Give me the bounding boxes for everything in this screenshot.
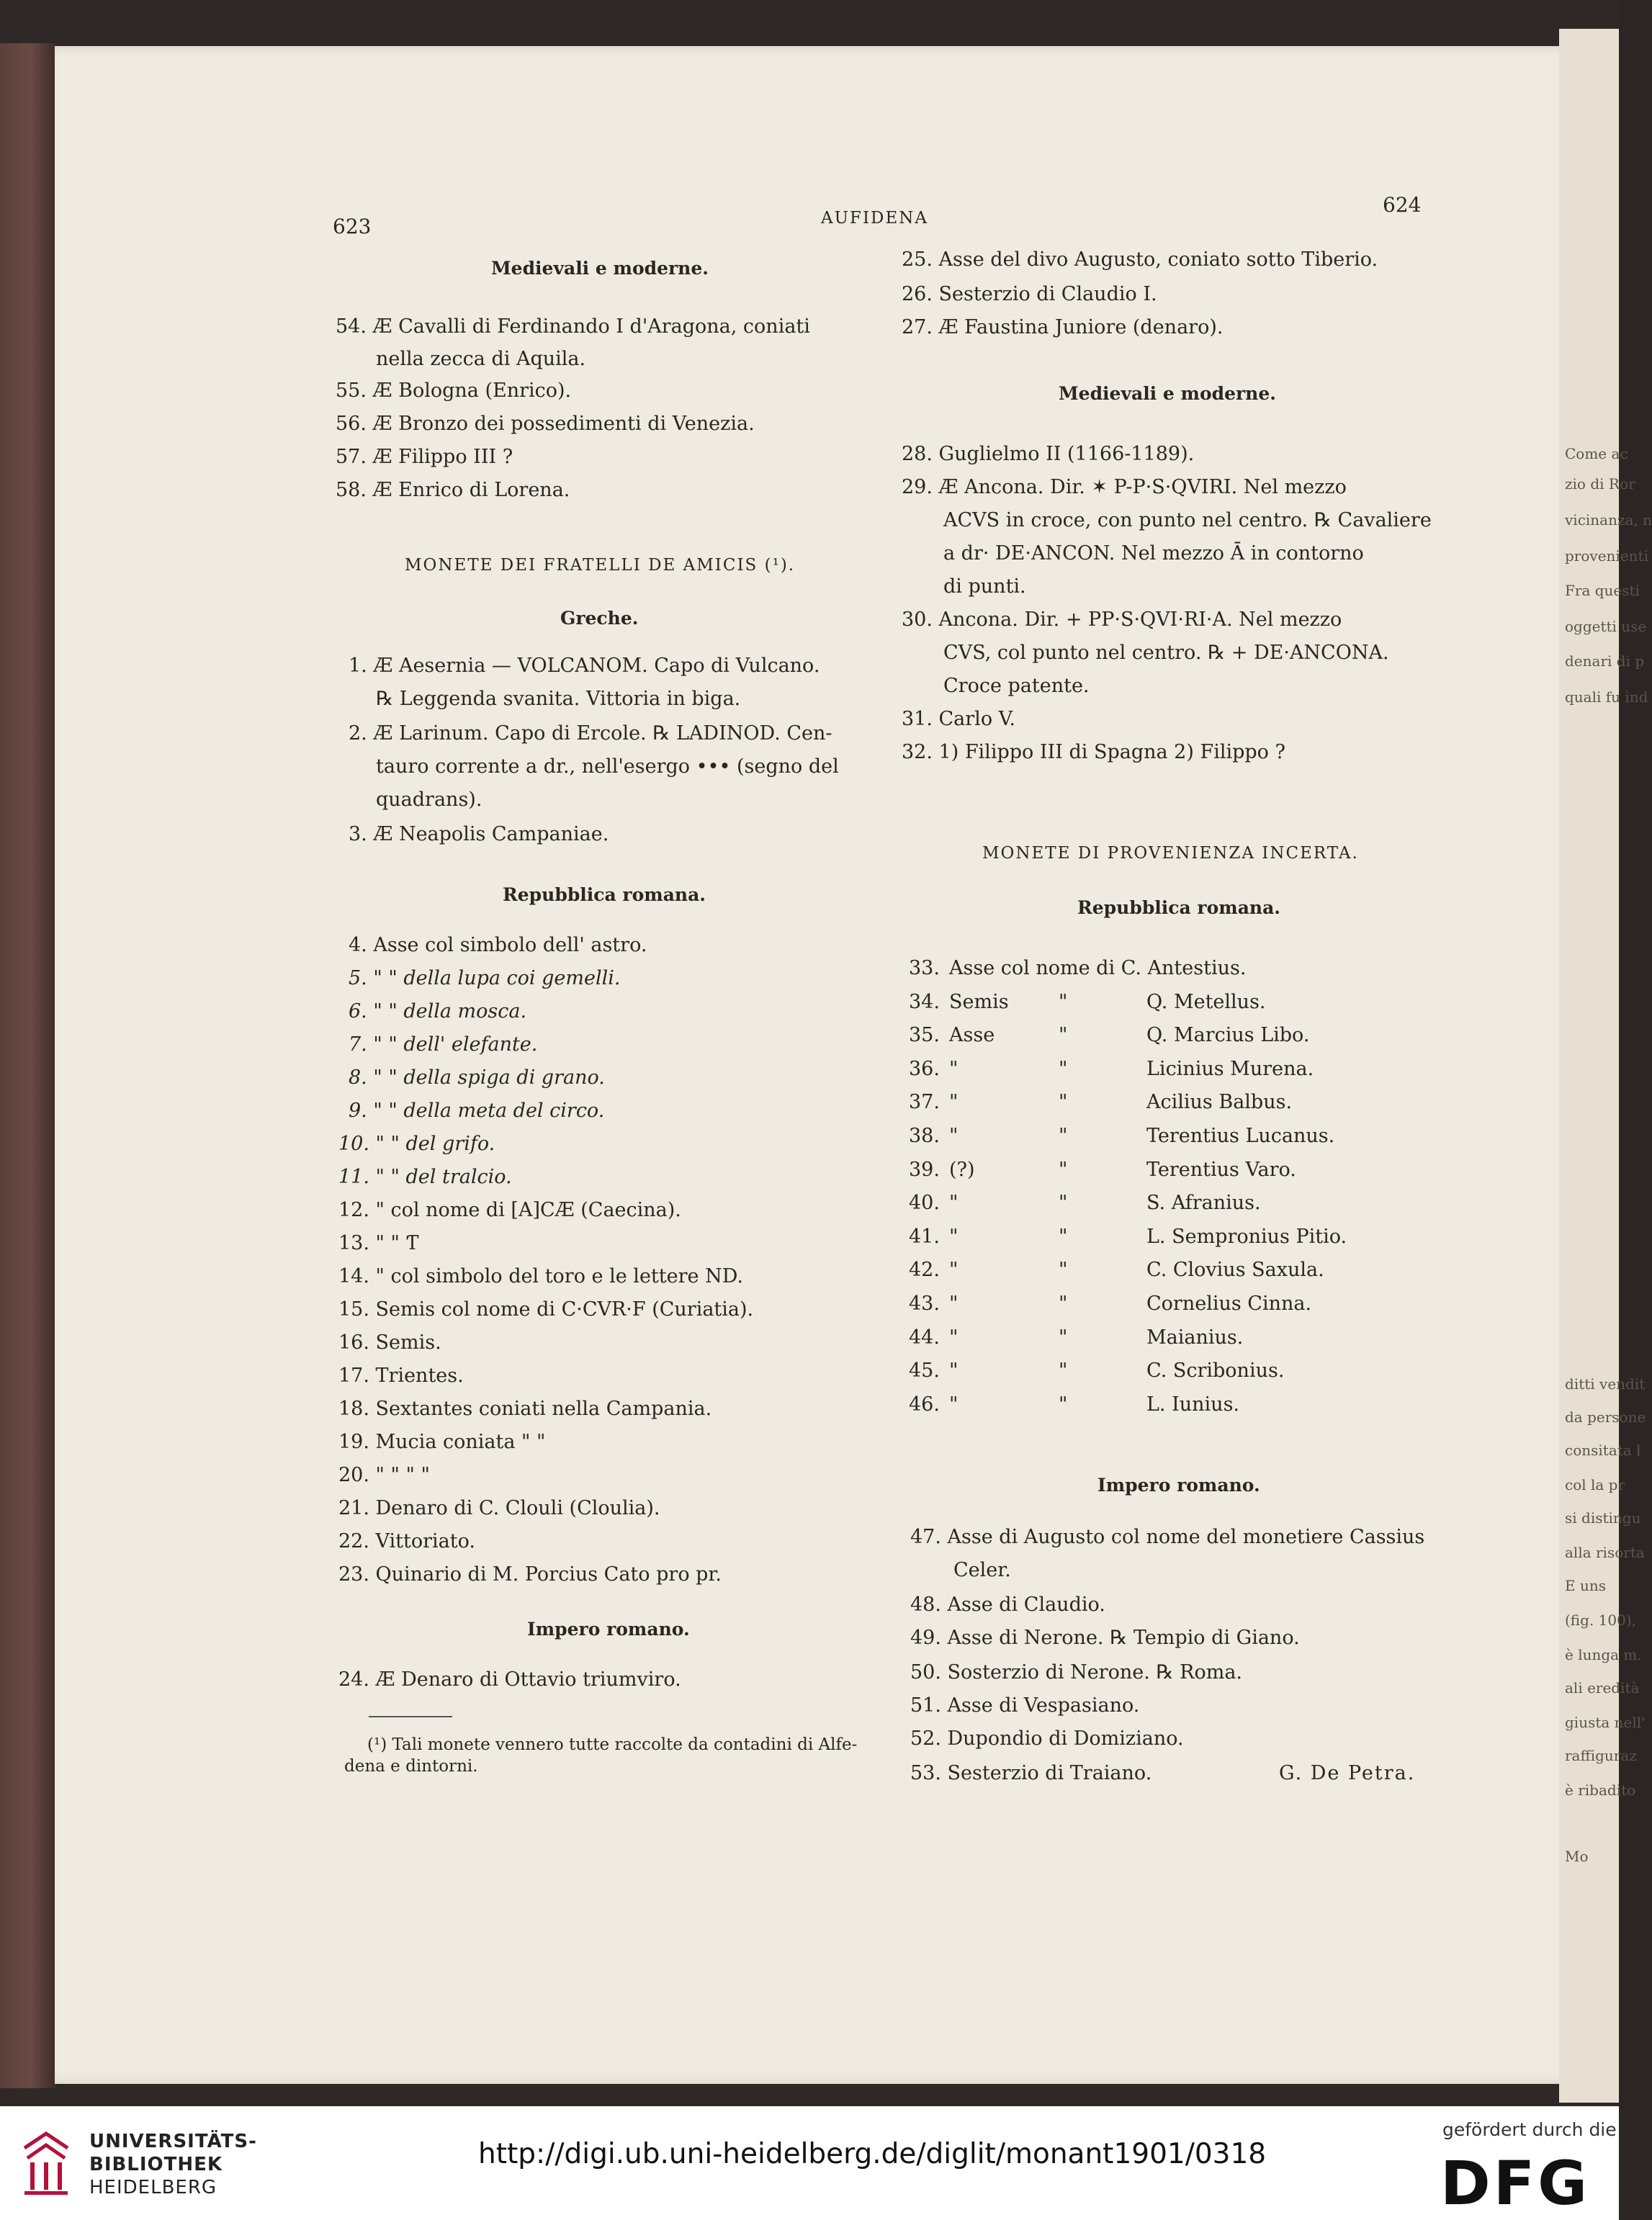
book-cover-edge — [0, 43, 56, 2088]
table-cell: " — [949, 1091, 959, 1114]
table-cell: 40. — [909, 1192, 940, 1215]
list-item: 18. Sextantes coniati nella Campania. — [338, 1398, 712, 1420]
table-cell: " — [1059, 1293, 1068, 1315]
edge-fragment: si distingu — [1565, 1509, 1641, 1527]
table-cell: 35. — [909, 1024, 940, 1047]
edge-fragment: oggetti use — [1565, 618, 1647, 635]
heading-monete-de-amicis: MONETE DEI FRATELLI DE AMICIS (¹). — [405, 556, 796, 575]
table-cell: L. Sempronius Pitio. — [1146, 1225, 1347, 1248]
footnote-line: dena e dintorni. — [344, 1757, 478, 1776]
edge-fragment: Come ac — [1565, 445, 1628, 462]
list-item: 11. " " del tralcio. — [338, 1166, 512, 1188]
table-cell: 38. — [909, 1125, 940, 1147]
list-item: tauro corrente a dr., nell'esergo ••• (segno del — [376, 755, 839, 778]
edge-fragment: giusta nell' — [1565, 1714, 1646, 1731]
edge-fragment: zio di Ror — [1565, 475, 1635, 493]
list-item: 1. Æ Aesernia — VOLCANOM. Capo di Vulcano. — [349, 655, 820, 677]
table-cell: Terentius Varo. — [1146, 1158, 1296, 1181]
list-item: di punti. — [943, 575, 1026, 598]
table-cell: " — [1059, 1057, 1068, 1080]
table-cell: " — [1059, 1158, 1068, 1181]
heading-impero-left: Impero romano. — [527, 1619, 690, 1640]
table-cell: S. Afranius. — [1146, 1192, 1261, 1215]
table-cell: " — [949, 1192, 959, 1215]
edge-fragment: E uns — [1565, 1577, 1606, 1594]
list-item: 29. Æ Ancona. Dir. ✶ P-P·S·QVIRI. Nel mezzo — [902, 476, 1347, 498]
permalink-url[interactable]: http://digi.ub.uni-heidelberg.de/diglit/monant1901/0318 — [478, 2138, 1267, 2170]
edge-fragment: alla risorta — [1565, 1544, 1645, 1561]
list-item: 28. Guglielmo II (1166-1189). — [902, 443, 1195, 465]
list-item: 7. " " dell' elefante. — [349, 1033, 538, 1056]
edge-fragment: (fig. 100), — [1565, 1612, 1636, 1629]
table-cell: " — [949, 1125, 959, 1147]
edge-fragment: è lunga m. — [1565, 1646, 1642, 1663]
list-item: 24. Æ Denaro di Ottavio triumviro. — [338, 1668, 681, 1691]
edge-fragment: Fra questi — [1565, 582, 1640, 599]
list-item: 20. " " " " — [338, 1464, 430, 1486]
list-item: 30. Ancona. Dir. + PP·S·QVI·RI·A. Nel mezzo — [902, 608, 1342, 631]
edge-fragment: quali fu ind — [1565, 688, 1648, 706]
list-item: Celer. — [953, 1559, 1011, 1581]
edge-fragment: raffiguraz — [1565, 1747, 1637, 1764]
list-item: 49. Asse di Nerone. ℞ Tempio di Giano. — [910, 1627, 1300, 1649]
table-cell: 33. — [909, 957, 940, 979]
table-cell: " — [1059, 1192, 1068, 1215]
table-cell: " — [1059, 990, 1068, 1013]
table-cell: C. Scribonius. — [1146, 1360, 1285, 1383]
table-cell: " — [949, 1225, 959, 1248]
list-item: 48. Asse di Claudio. — [910, 1594, 1105, 1616]
table-cell: Terentius Lucanus. — [1146, 1125, 1335, 1147]
list-item: 12. " col nome di [A]CÆ (Caecina). — [338, 1199, 681, 1221]
logo-text: HEIDELBERG — [89, 2177, 217, 2198]
list-item: 52. Dupondio di Domiziano. — [910, 1727, 1184, 1750]
logo-text: UNIVERSITÄTS- — [89, 2131, 257, 2152]
table-cell: Cornelius Cinna. — [1146, 1293, 1312, 1315]
footnote-line: (¹) Tali monete vennero tutte raccolte da contadini di Alfe- — [367, 1735, 858, 1754]
dfg-logo[interactable]: DFG — [1440, 2148, 1591, 2219]
list-item: 4. Asse col simbolo dell' astro. — [349, 934, 647, 956]
table-cell: Acilius Balbus. — [1146, 1091, 1293, 1114]
heading-repubblica-right: Repubblica romana. — [1077, 897, 1280, 918]
running-title: AUFIDENA — [821, 209, 929, 228]
list-item: 16. Semis. — [338, 1331, 441, 1354]
list-item: 47. Asse di Augusto col nome del monetiere Cassius — [910, 1526, 1425, 1548]
heading-impero-right: Impero romano. — [1097, 1475, 1260, 1496]
heading-repubblica-left: Repubblica romana. — [503, 884, 706, 905]
list-item: 26. Sesterzio di Claudio I. — [902, 283, 1157, 305]
list-item: 8. " " della spiga di grano. — [349, 1066, 605, 1089]
table-cell: " — [1059, 1024, 1068, 1047]
list-item: 19. Mucia coniata " " — [338, 1431, 546, 1453]
table-cell: Asse — [949, 1024, 995, 1047]
list-item: 15. Semis col nome di C·CVR·F (Curiatia). — [338, 1298, 754, 1321]
right-page-number: 624 — [1383, 193, 1422, 217]
table-cell: 37. — [909, 1091, 940, 1114]
list-item: 2. Æ Larinum. Capo di Ercole. ℞ LADINOD. Cen- — [349, 722, 832, 745]
edge-fragment: denari di p — [1565, 652, 1645, 670]
table-cell: 36. — [909, 1057, 940, 1080]
list-item: 25. Asse del divo Augusto, coniato sotto Tiberio. — [902, 248, 1378, 271]
table-cell: " — [949, 1293, 959, 1315]
list-item: 13. " " Ƭ — [338, 1232, 419, 1254]
list-item: 32. 1) Filippo III di Spagna 2) Filippo ? — [902, 741, 1285, 763]
university-logo-icon[interactable] — [17, 2126, 75, 2198]
edge-fragment: provenienti — [1565, 547, 1648, 565]
table-cell: 39. — [909, 1158, 940, 1181]
next-page-edge — [1559, 29, 1652, 2103]
table-cell: 44. — [909, 1326, 940, 1349]
list-item: 14. " col simbolo del toro e le lettere ND. — [338, 1265, 743, 1287]
edge-fragment: ditti vendit — [1565, 1375, 1646, 1393]
table-cell: " — [1059, 1360, 1068, 1383]
table-cell: " — [1059, 1091, 1068, 1114]
heading-greche: Greche. — [560, 608, 639, 629]
table-cell: " — [1059, 1259, 1068, 1282]
table-cell: " — [949, 1360, 959, 1383]
table-cell: " — [1059, 1326, 1068, 1349]
author-signature: G. De Petra. — [1279, 1762, 1416, 1784]
table-cell: 43. — [909, 1293, 940, 1315]
edge-fragment: ali eredità — [1565, 1679, 1640, 1697]
heading-medievali-left: Medievali e moderne. — [491, 258, 709, 279]
table-cell: Q. Marcius Libo. — [1146, 1024, 1310, 1047]
table-cell: Semis — [949, 990, 1009, 1013]
table-cell: " — [1059, 1225, 1068, 1248]
table-cell: " — [949, 1259, 959, 1282]
list-item: 56. Æ Bronzo dei possedimenti di Venezia. — [336, 413, 755, 435]
list-item: 53. Sesterzio di Traiano. — [910, 1762, 1152, 1784]
edge-fragment: consitata l — [1565, 1442, 1641, 1459]
list-item: CVS, col punto nel centro. ℞ + DE·ANCONA. — [943, 642, 1389, 664]
table-cell: " — [1059, 1125, 1068, 1147]
list-item: 31. Carlo V. — [902, 708, 1016, 730]
list-item: Croce patente. — [943, 675, 1090, 697]
table-cell: C. Clovius Saxula. — [1146, 1259, 1324, 1282]
heading-medievali-right: Medievali e moderne. — [1059, 383, 1276, 404]
table-cell: 42. — [909, 1259, 940, 1282]
table-cell: 46. — [909, 1393, 940, 1416]
table-cell: " — [949, 1057, 959, 1080]
list-item: 22. Vittoriato. — [338, 1530, 475, 1552]
list-item: 17. Trientes. — [338, 1365, 464, 1387]
list-item: 51. Asse di Vespasiano. — [910, 1694, 1140, 1717]
table-cell: " — [949, 1393, 959, 1416]
list-item: 6. " " della mosca. — [349, 1000, 527, 1023]
list-item: 58. Æ Enrico di Lorena. — [336, 479, 570, 501]
table-cell: 34. — [909, 990, 940, 1013]
edge-fragment: da persone — [1565, 1408, 1646, 1426]
table-cell: " — [949, 1326, 959, 1349]
edge-fragment: Mo — [1565, 1848, 1589, 1865]
table-cell: Maianius. — [1146, 1326, 1244, 1349]
footnote-rule — [369, 1716, 452, 1717]
heading-provenienza-incerta: MONETE DI PROVENIENZA INCERTA. — [982, 844, 1359, 863]
table-cell: Q. Metellus. — [1146, 990, 1266, 1013]
table-cell: L. Iunius. — [1146, 1393, 1240, 1416]
list-item: 54. Æ Cavalli di Ferdinando I d'Aragona, coniati — [336, 315, 810, 338]
list-item: nella zecca di Aquila. — [376, 348, 586, 370]
table-cell: 45. — [909, 1360, 940, 1383]
edge-fragment: col la pr — [1565, 1476, 1625, 1493]
logo-text: BIBLIOTHEK — [89, 2154, 223, 2175]
list-item: ACVS in croce, con punto nel centro. ℞ Cavaliere — [943, 509, 1432, 531]
list-item: 50. Sosterzio di Nerone. ℞ Roma. — [910, 1661, 1243, 1684]
edge-fragment: vicinanza, n — [1565, 511, 1652, 529]
table-cell: Asse col nome di C. Antestius. — [949, 957, 1247, 979]
footer-bar — [0, 2106, 1619, 2220]
table-cell: (?) — [949, 1158, 975, 1181]
list-item: 23. Quinario di M. Porcius Cato pro pr. — [338, 1563, 722, 1586]
list-item: 9. " " della meta del circo. — [349, 1100, 605, 1122]
list-item: quadrans). — [376, 788, 482, 811]
funded-by-label: gefördert durch die — [1442, 2119, 1617, 2140]
list-item: 21. Denaro di C. Clouli (Cloulia). — [338, 1497, 660, 1519]
list-item: 57. Æ Filippo III ? — [336, 446, 513, 468]
list-item: 3. Æ Neapolis Campaniae. — [349, 823, 609, 845]
edge-fragment: è ribadito — [1565, 1781, 1636, 1799]
list-item: 5. " " della lupa coi gemelli. — [349, 967, 621, 989]
list-item: 27. Æ Faustina Juniore (denaro). — [902, 316, 1224, 338]
list-item: 55. Æ Bologna (Enrico). — [336, 379, 572, 402]
table-cell: 41. — [909, 1225, 940, 1248]
list-item: a dr· DE·ANCON. Nel mezzo Ā in contorno — [943, 542, 1364, 565]
list-item: ℞ Leggenda svanita. Vittoria in biga. — [376, 688, 741, 710]
table-cell: " — [1059, 1393, 1068, 1416]
list-item: 10. " " del grifo. — [338, 1133, 495, 1155]
table-cell: Licinius Murena. — [1146, 1057, 1314, 1080]
left-page-number: 623 — [333, 215, 372, 238]
